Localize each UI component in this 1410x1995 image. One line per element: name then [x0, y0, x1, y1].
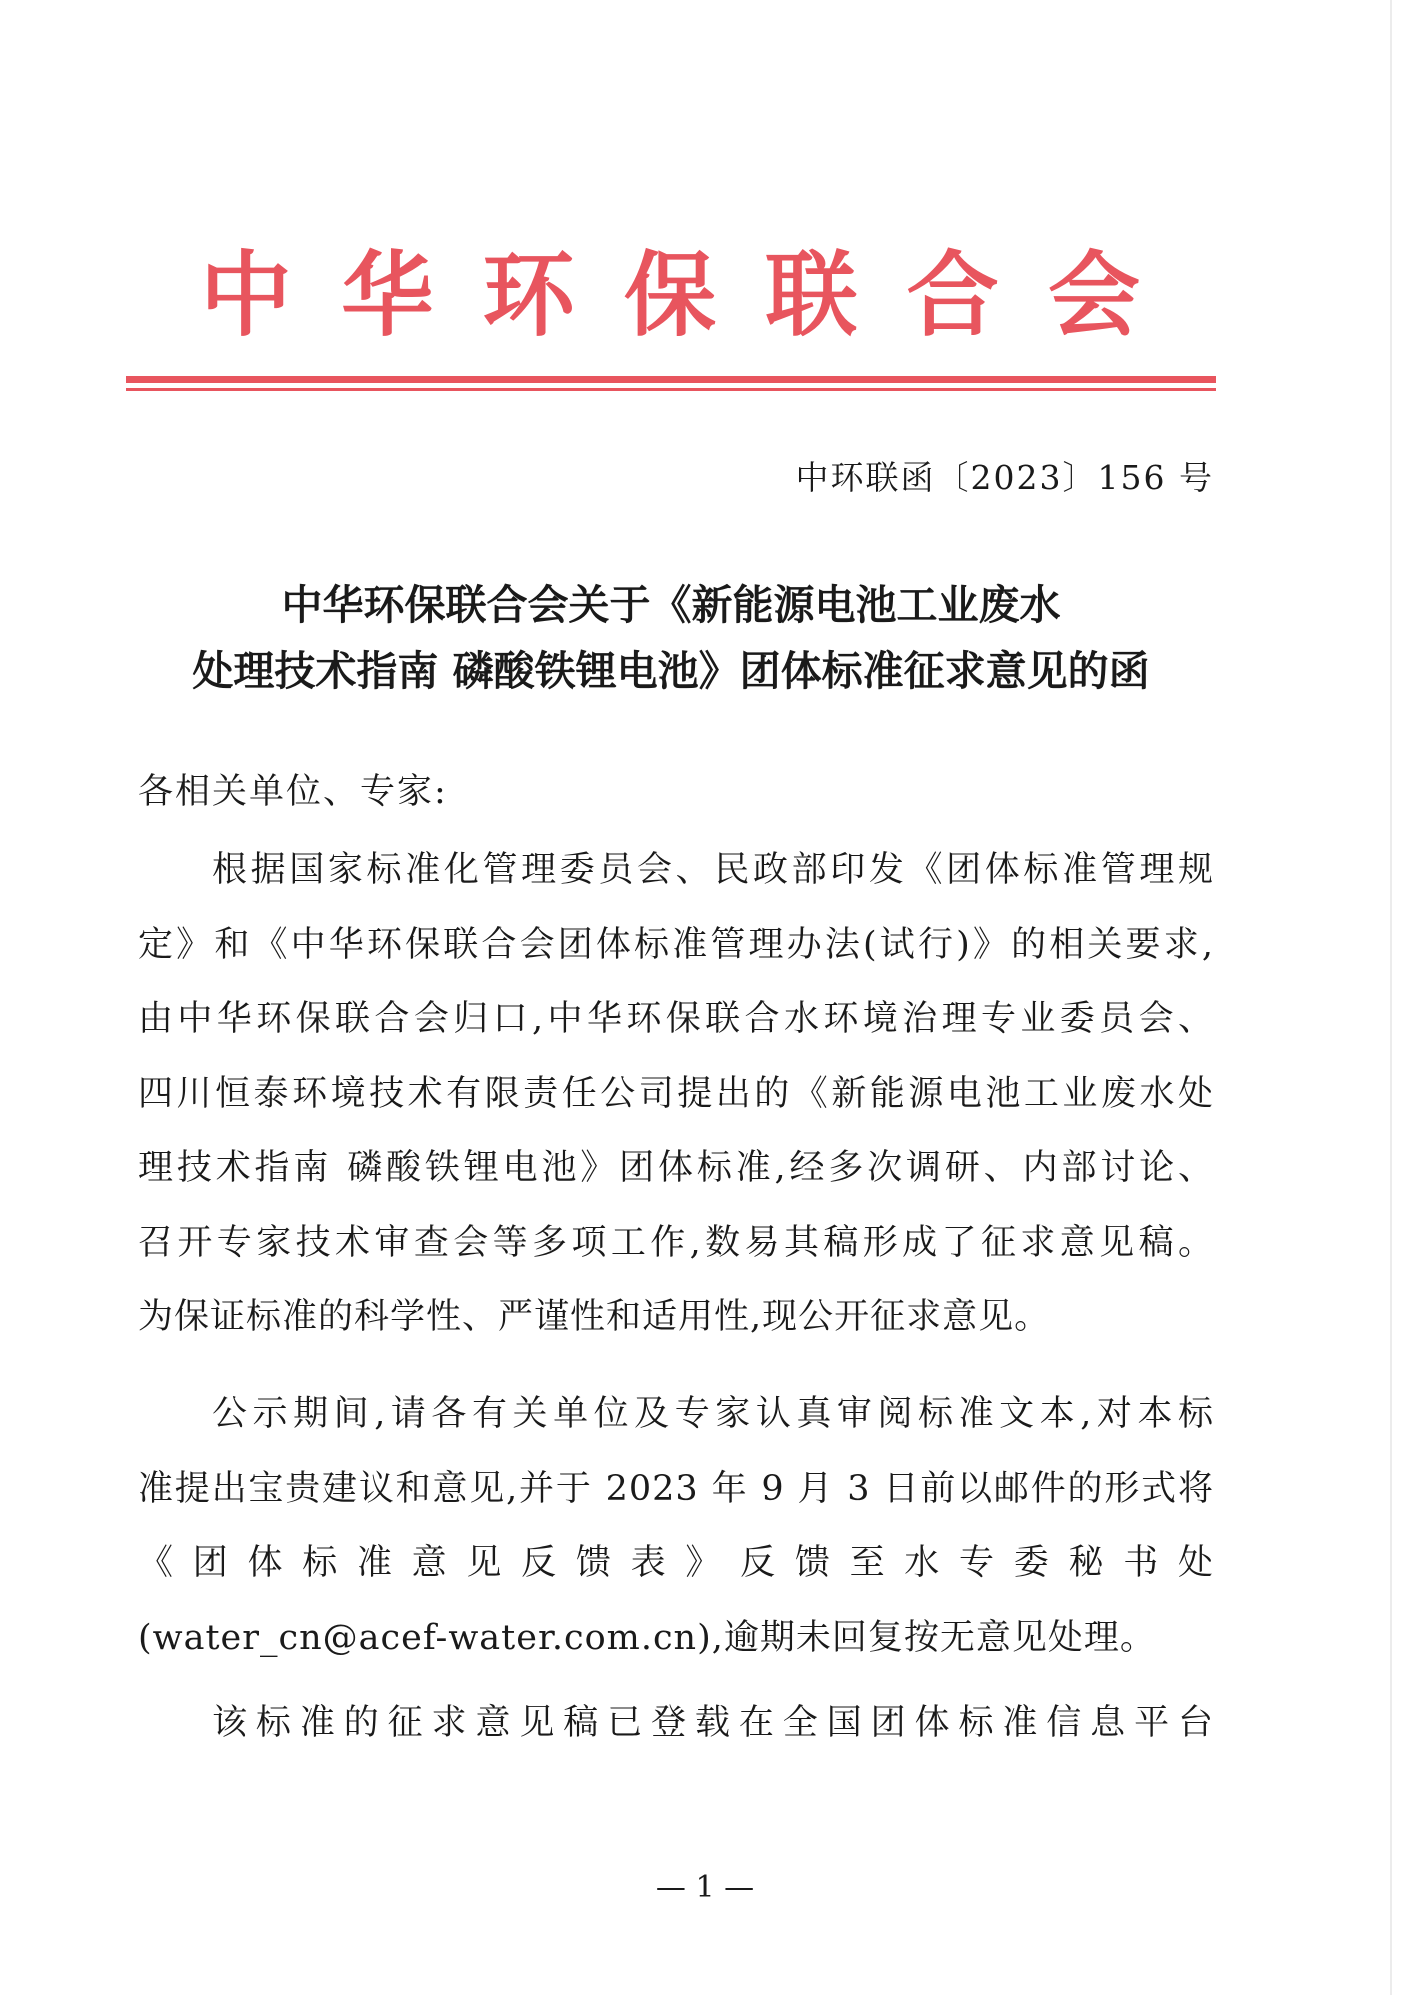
body-paragraph-1 — [138, 833, 1214, 1355]
title-line: 中华环保联合会关于《新能源电池工业废水 — [281, 581, 1061, 629]
letterhead-char: 合 — [906, 241, 999, 349]
letterhead-divider-thick — [126, 376, 1216, 383]
paragraph-line: 根据国家标准化管理委员会、民政部印发《团体标准管理规 — [212, 850, 1214, 890]
paragraph-line: 定》和《中华环保联合会团体标准管理办法(试行)》的相关要求, — [138, 924, 1214, 965]
letterhead-char: 联 — [765, 241, 858, 349]
paragraph-line: 该标准的征求意见稿已登载在全国团体标准信息平台 — [212, 1703, 1214, 1743]
scan-edge-shadow — [1390, 0, 1392, 1995]
paragraph-line: 由中华环保联合会归口,中华环保联合水环境治理专业委员会、 — [138, 999, 1214, 1039]
letterhead-char: 华 — [341, 241, 434, 349]
paragraph-line: 四川恒泰环境技术有限责任公司提出的《新能源电池工业废水处 — [138, 1073, 1214, 1114]
letterhead-char: 中 — [200, 241, 293, 349]
letterhead-char: 保 — [623, 241, 716, 349]
paragraph-line: 公示期间,请各有关单位及专家认真审阅标准文本,对本标 — [212, 1394, 1214, 1434]
paragraph-line: 召开专家技术审查会等多项工作,数易其稿形成了征求意见稿。 — [138, 1222, 1214, 1263]
body-paragraph-2 — [138, 1377, 1214, 1675]
paragraph-line: 准提出宝贵建议和意见,并于 2023 年 9 月 3 日前以邮件的形式将 — [138, 1468, 1214, 1509]
letterhead-char: 环 — [482, 241, 575, 349]
paragraph-line: (water_cn@acef-water.com.cn),逾期未回复按无意见处理。 — [138, 1617, 1156, 1658]
paragraph-line: 《团体标准意见反馈表》反馈至水专委秘书处 — [138, 1543, 1214, 1583]
document-title — [126, 572, 1216, 704]
page-number: — 1 — — [655, 1870, 755, 1905]
body-paragraph-3 — [138, 1686, 1214, 1761]
letterhead-divider-thin — [126, 388, 1216, 391]
document-number: 中环联函〔2023〕156 号 — [795, 458, 1214, 497]
salutation: 各相关单位、专家: — [138, 772, 448, 812]
title-line: 处理技术指南 磷酸铁锂电池》团体标准征求意见的函 — [192, 647, 1150, 695]
organization-letterhead — [200, 240, 1140, 350]
paragraph-line: 理技术指南 磷酸铁锂电池》团体标准,经多次调研、内部讨论、 — [138, 1148, 1214, 1188]
letterhead-char: 会 — [1047, 241, 1140, 349]
paragraph-line: 为保证标准的科学性、严谨性和适用性,现公开征求意见。 — [138, 1297, 1051, 1337]
